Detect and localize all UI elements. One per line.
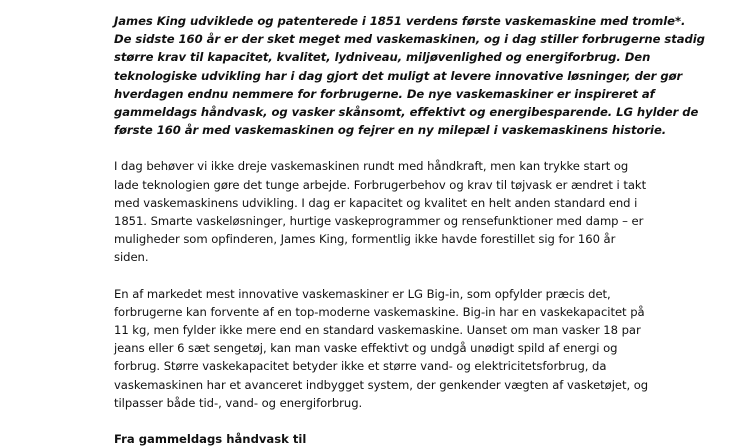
body-line: 1851. Smarte vaskeløsninger, hurtige vaskeprogrammer og rensefunktioner med damp – er — [114, 214, 644, 229]
body-line: jeans eller 6 sæt sengetøj, kan man vaske effektivt og undgå unødigt spild af energi og — [114, 341, 618, 356]
paragraph-spacer — [114, 412, 644, 430]
body-line: med vaskemaskinens udvikling. I dag er kapacitet og kvalitet en helt anden standard end i — [114, 195, 638, 210]
lead-line: James King udviklede og patenterede i 1851 verdens første vaskemaskine med tromle*. — [114, 14, 686, 28]
section-heading: Fra gammeldags håndvask til — [114, 432, 307, 447]
paragraph-spacer — [114, 139, 644, 157]
body-line: muligheder som opfinderen, James King, formentlig ikke havde forestillet sig for 160 år — [114, 232, 616, 247]
lead-line: De sidste 160 år er der sket meget med vaskemaskinen, og i dag stiller forbrugerne stadig — [114, 32, 705, 47]
body-line: tilpasser både tid-, vand- og energiforbrug. — [114, 395, 363, 410]
body-line: forbrug. Større vaskekapacitet betyder ikke et større vand- og elektricitetsforbrug, da — [114, 359, 607, 374]
document-page — [114, 12, 705, 448]
paragraph-spacer — [114, 267, 644, 285]
body-paragraph-1 — [114, 157, 647, 266]
body-line: lade teknologien gøre det tunge arbejde. Forbrugerbehov og krav til tøjvask er ændret i takt — [114, 177, 647, 192]
body-line: 11 kg, men fylder ikke mere end en standard vaskemaskine. Uanset om man vasker 18 par — [114, 323, 641, 338]
lead-line: første 160 år med vaskemaskinen og fejrer en ny milepæl i vaskemaskinens historie. — [114, 123, 667, 138]
lead-line: hverdagen endnu nemmere for forbrugerne. De nye vaskemaskiner er inspireret af — [114, 86, 655, 101]
body-line: I dag behøver vi ikke dreje vaskemaskinen rundt med håndkraft, men kan trykke start og — [114, 159, 629, 174]
body-line: forbrugerne kan forvente af en top-moderne vaskemaskine. Big-in har en vaskekapacitet på — [114, 304, 645, 319]
body-paragraph-2 — [114, 285, 649, 412]
body-line: En af markedet mest innovative vaskemaskiner er LG Big-in, som opfylder præcis det, — [114, 286, 611, 301]
body-line: siden. — [114, 250, 149, 265]
lead-line: gammeldags håndvask, og vasker skånsomt, effektivt og energibesparende. LG hylder de — [114, 105, 699, 120]
lead-paragraph — [114, 12, 705, 139]
lead-line: større krav til kapacitet, kvalitet, lydniveau, miljøvenlighed og energiforbrug. Den — [114, 50, 651, 65]
lead-line: teknologiske udvikling har i dag gjort det muligt at levere innovative løsninger, der gør — [114, 68, 683, 83]
body-line: vaskemaskinen har et avanceret indbygget system, der genkender vægten af vasketøjet, og — [114, 377, 649, 392]
